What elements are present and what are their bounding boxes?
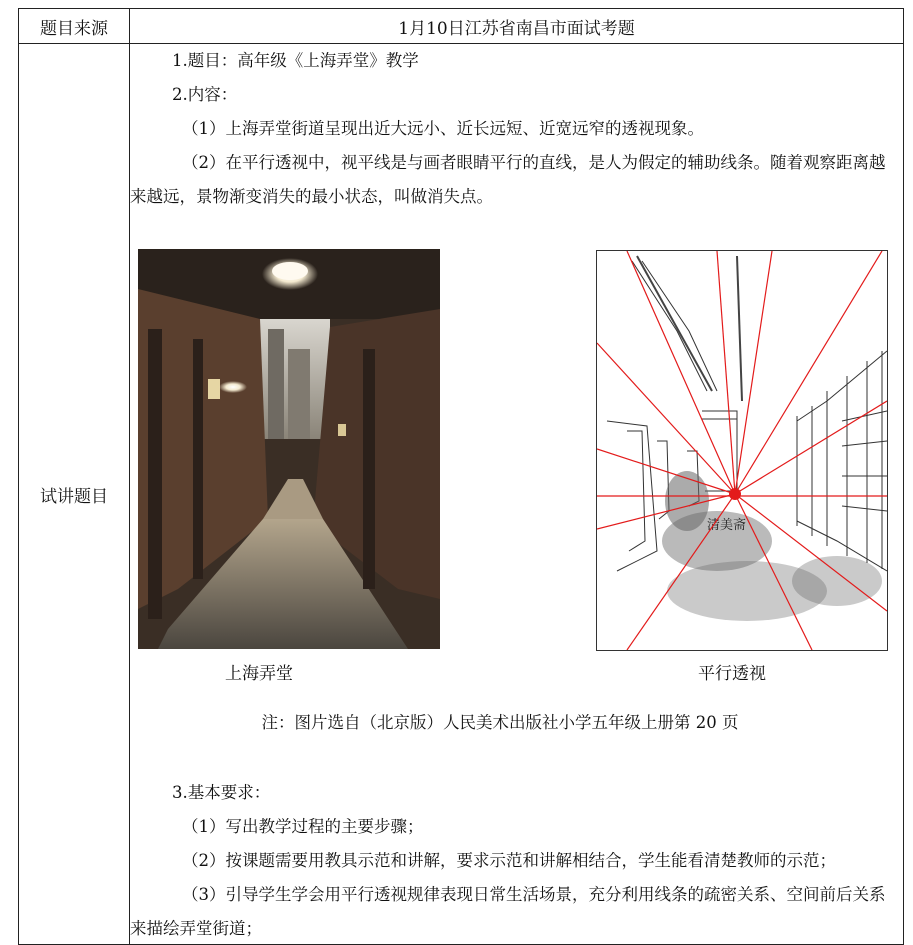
perspective-sketch	[596, 250, 888, 651]
sketch-sign: 清美斋	[707, 518, 747, 533]
vanishing-point	[729, 488, 741, 500]
requirement-3: （3）引导学生学会用平行透视规律表现日常生活场景，充分利用线条的疏密关系、空间前后关系来描绘弄堂街道；	[130, 885, 886, 938]
topic-body	[130, 44, 903, 944]
alley-photo	[138, 249, 440, 649]
requirement-2: （2）按课题需要用教具示范和讲解，要求示范和讲解相结合，学生能看清楚教师的示范；	[182, 851, 836, 870]
requirement-1: （1）写出教学过程的主要步骤；	[182, 817, 424, 836]
source-value: 1月10日江苏省南昌市面试考题	[130, 9, 904, 44]
topic-cell	[130, 44, 904, 945]
content-item-1: （1）上海弄堂街道呈现出近大远小、近长远短、近宽远窄的透视现象。	[182, 119, 704, 138]
topic-title: 1.题目：高年级《上海弄堂》教学	[172, 51, 419, 70]
content-heading: 2.内容：	[172, 85, 238, 104]
photo-caption: 上海弄堂	[225, 664, 293, 684]
topic-label: 试讲题目	[19, 44, 130, 945]
exam-table	[18, 8, 904, 945]
source-label: 题目来源	[19, 9, 130, 44]
requirements-heading: 3.基本要求：	[172, 783, 271, 802]
image-source-note: 注：图片选自（北京版）人民美术出版社小学五年级上册第 20 页	[261, 713, 739, 732]
content-item-2: （2）在平行透视中，视平线是与画者眼睛平行的直线，是人为假定的辅助线条。随着观察距离越来越远，景物渐变消失的最小状态，叫做消失点。	[130, 153, 886, 206]
sketch-caption: 平行透视	[698, 664, 766, 684]
